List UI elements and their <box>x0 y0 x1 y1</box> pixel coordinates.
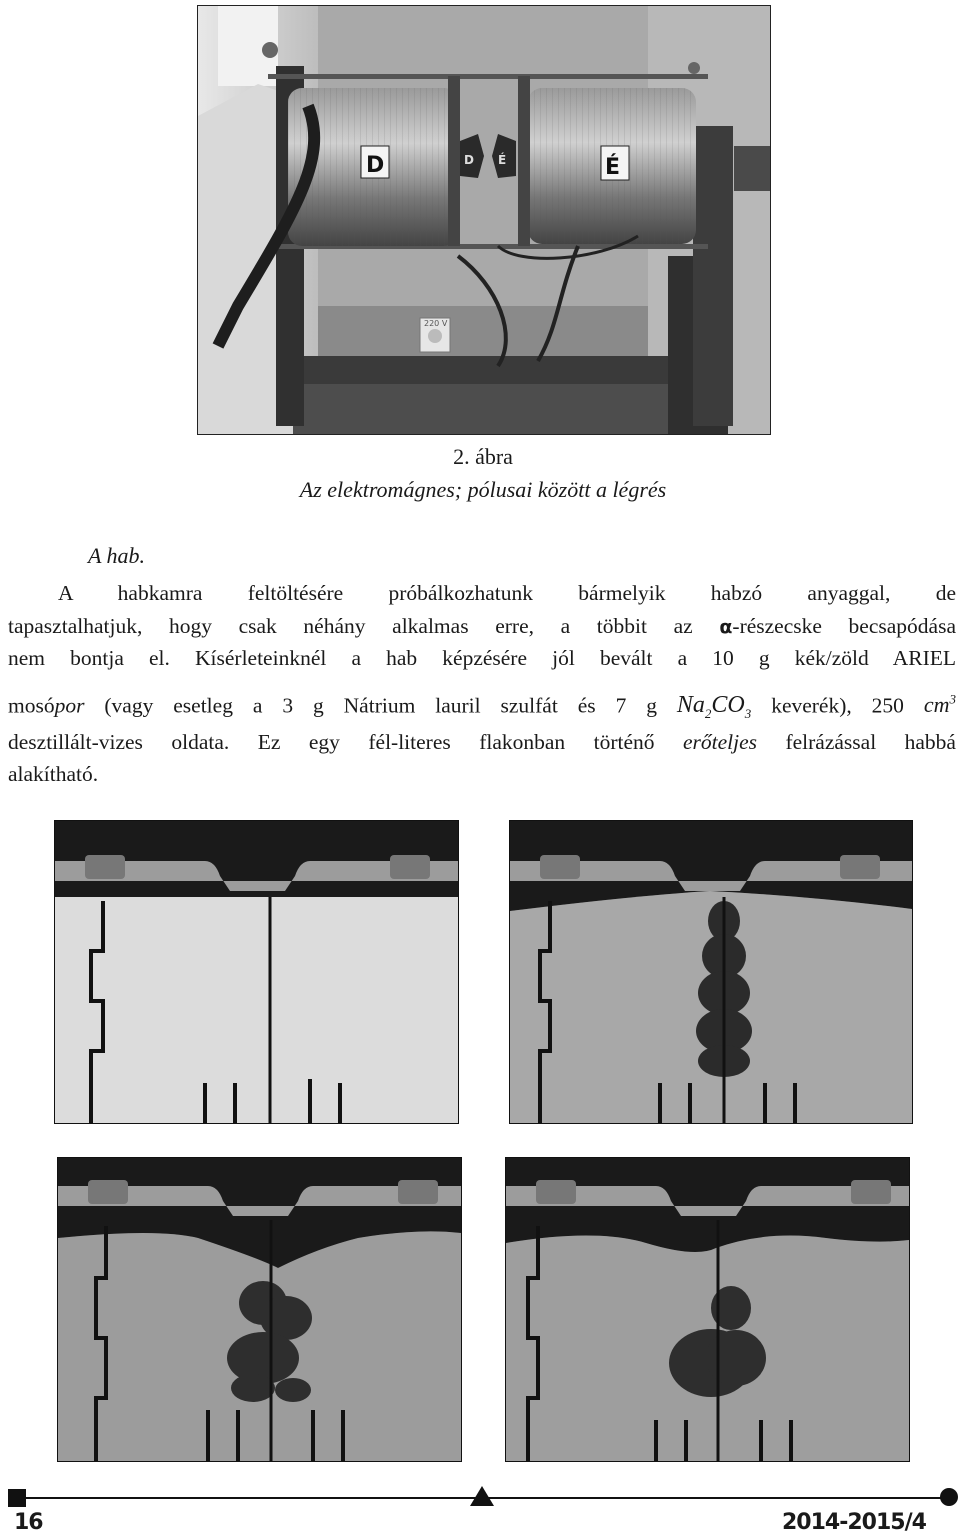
alpha-symbol: α <box>719 616 733 638</box>
footer-square-ornament <box>8 1489 26 1507</box>
footer-circle-ornament <box>940 1488 958 1506</box>
pole-label-right: É <box>498 153 507 167</box>
foam-photo-1 <box>54 820 459 1124</box>
figure-number: 2. ábra <box>453 444 513 469</box>
chemical-formula: $Na_2CO_3$ <box>676 692 752 722</box>
socket-label: 220 V <box>424 319 448 328</box>
foam-photo-2 <box>509 820 913 1124</box>
electromagnet-photo <box>197 5 771 435</box>
foam-photo-4 <box>505 1157 910 1462</box>
foam-illustration-2 <box>510 821 912 1123</box>
volume-unit: $cm^3$ <box>923 692 957 718</box>
paragraph-line-3: nem bontja el. Kísérleteinknél a hab képzésére jól bevált a 10 g kék/zöld ARIEL <box>8 646 956 670</box>
foam-illustration-1 <box>55 821 458 1123</box>
foam-photo-3 <box>57 1157 462 1462</box>
figure-title: Az elektromágnes; pólusai között a légrés <box>299 477 667 502</box>
paragraph-line-4: mosópor (vagy esetleg a 3 g Nátrium lauril szulfát és 7 g $Na_2CO_3$ keverék), 250 $cm^3$ <box>8 692 957 722</box>
coil-label-right: É <box>605 155 621 180</box>
paragraph-line-2: tapasztalhatjuk, hogy csak néhány alkalmas erre, a többit az α-részecske becsapódása <box>8 614 957 638</box>
coil-label-left: D <box>366 153 385 178</box>
paragraph-line-5: desztillált-vizes oldata. Ez egy fél-literes flakonban történő erőteljes felrázással habbá <box>8 730 956 754</box>
foam-illustration-3 <box>58 1158 461 1461</box>
paragraph-line-6: alakítható. <box>8 762 99 786</box>
pole-label-left: D <box>464 153 474 167</box>
foam-illustration-4 <box>506 1158 909 1461</box>
page-number: 16 <box>14 1510 43 1535</box>
issue-number: 2014-2015/4 <box>782 1510 926 1535</box>
electromagnet-illustration <box>198 6 770 434</box>
footer-triangle-ornament <box>470 1486 494 1506</box>
section-heading: A hab. <box>88 543 146 568</box>
paragraph-line-1: A habkamra feltöltésére próbálkozhatunk bármelyik habzó anyaggal, de <box>58 581 956 605</box>
